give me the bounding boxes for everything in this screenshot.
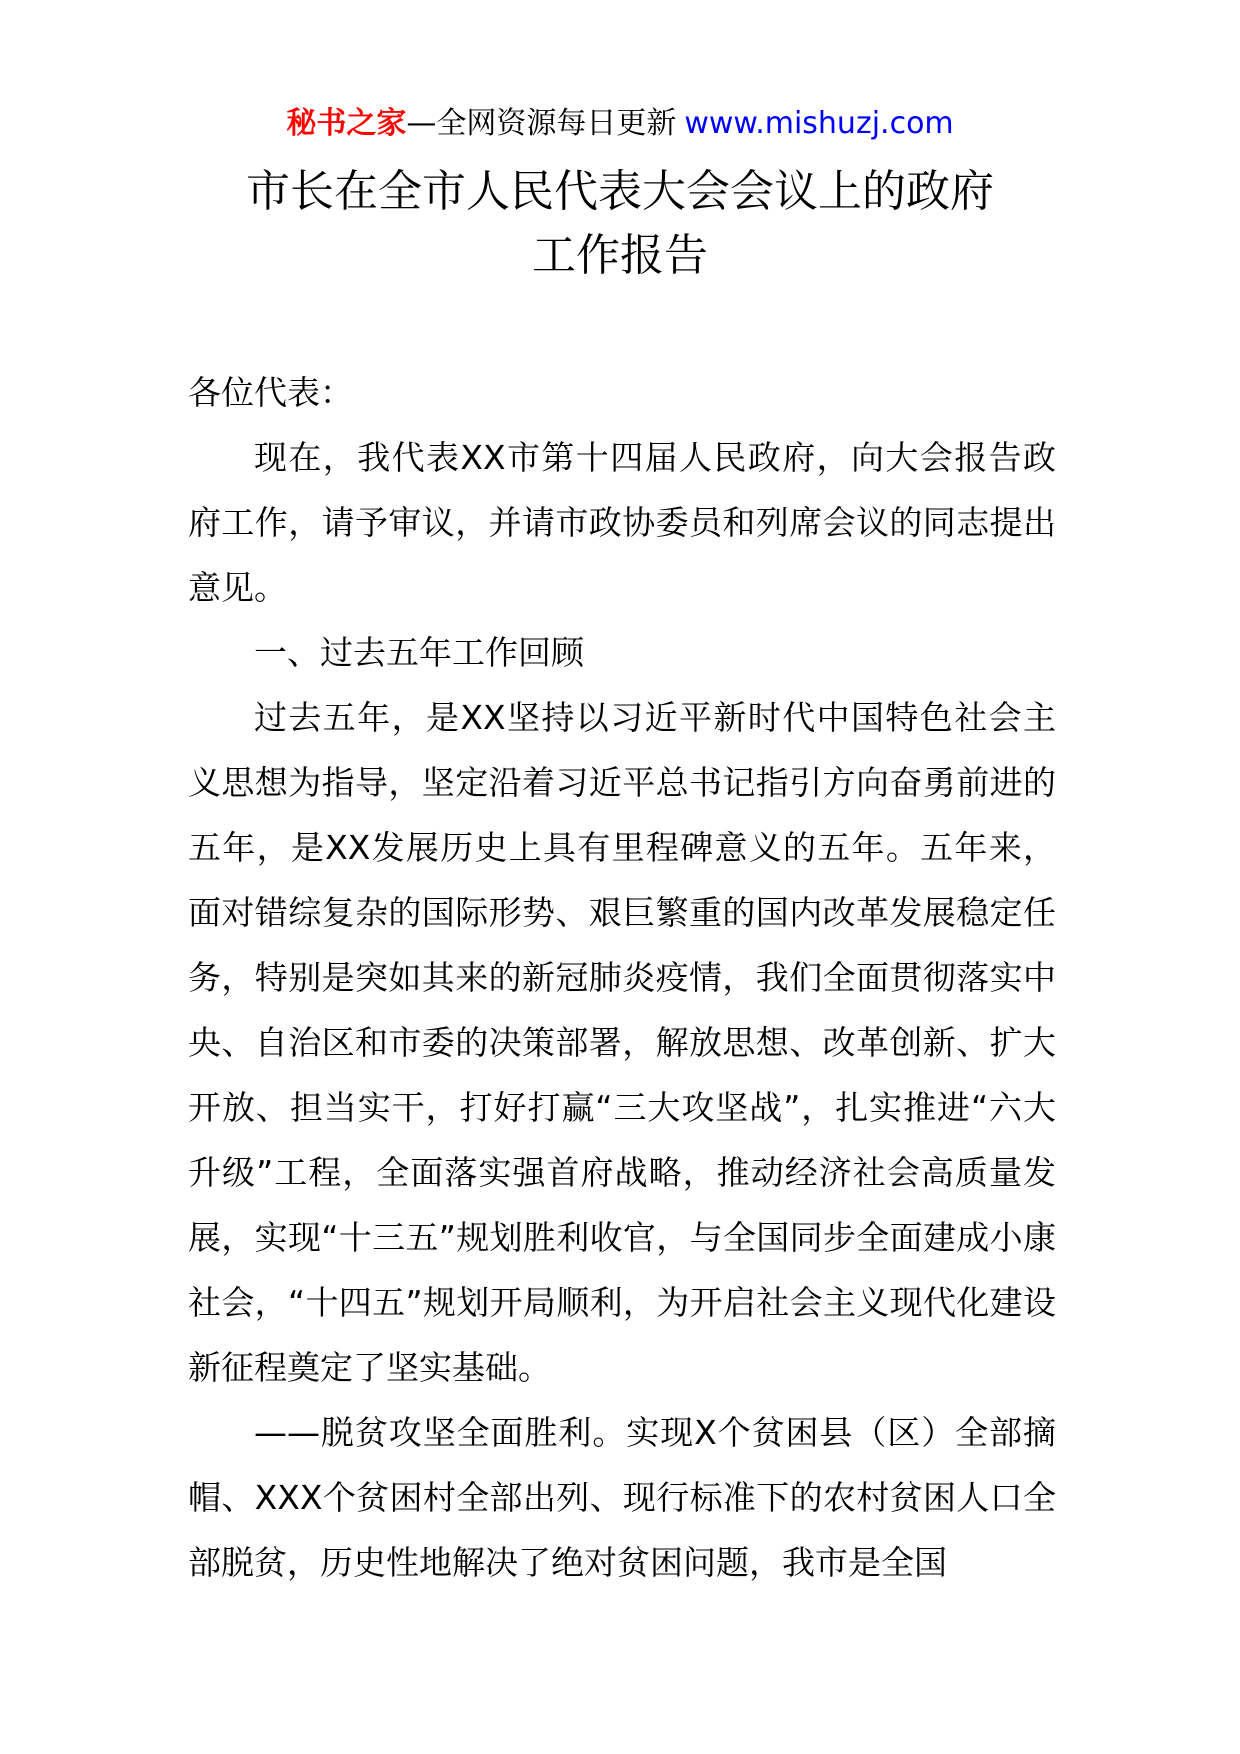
site-header	[0, 98, 1240, 150]
site-url-link[interactable]: www.mishuzj.com	[684, 106, 954, 141]
brand-name: 秘书之家	[286, 106, 407, 141]
header-tagline: —全网资源每日更新	[406, 106, 677, 141]
document-title	[0, 160, 1240, 288]
paragraph-poverty: ——脱贫攻坚全面胜利。实现X个贫困县（区）全部摘帽、XXX个贫困村全部出列、现行标准下的农村贫困人口全部脱贫，历史性地解决了绝对贫困问题，我市是全国	[188, 1413, 1056, 1582]
section-heading: 一、过去五年工作回顾	[254, 633, 584, 672]
document-body	[188, 360, 1056, 1595]
salutation: 各位代表：	[188, 373, 353, 412]
paragraph-review: 过去五年，是XX坚持以习近平新时代中国特色社会主义思想为指导，坚定沿着习近平总书记指引方向奋勇前进的五年，是XX发展历史上具有里程碑意义的五年。五年来，面对错综复杂的国际形势、艰巨繁重的国内改革发展稳定任务，特别是突如其来的新冠肺炎疫情，我们全面贯彻落实中央、自治区和市委的决策部署，解放思想、改革创新、扩大开放、担当实干，打好打赢“三大攻坚战”，扎实推进“六大升级”工程，全面落实强首府战略，推动经济社会高质量发展，实现“十三五”规划胜利收官，与全国同步全面建成小康社会，“十四五”规划开局顺利，为开启社会主义现代化建设新征程奠定了坚实基础。	[188, 698, 1056, 1387]
paragraph-intro: 现在，我代表XX市第十四届人民政府，向大会报告政府工作，请予审议，并请市政协委员和列席会议的同志提出意见。	[188, 438, 1056, 607]
title-line-1: 市长在全市人民代表大会会议上的政府	[246, 166, 994, 217]
title-line-2: 工作报告	[532, 230, 708, 281]
